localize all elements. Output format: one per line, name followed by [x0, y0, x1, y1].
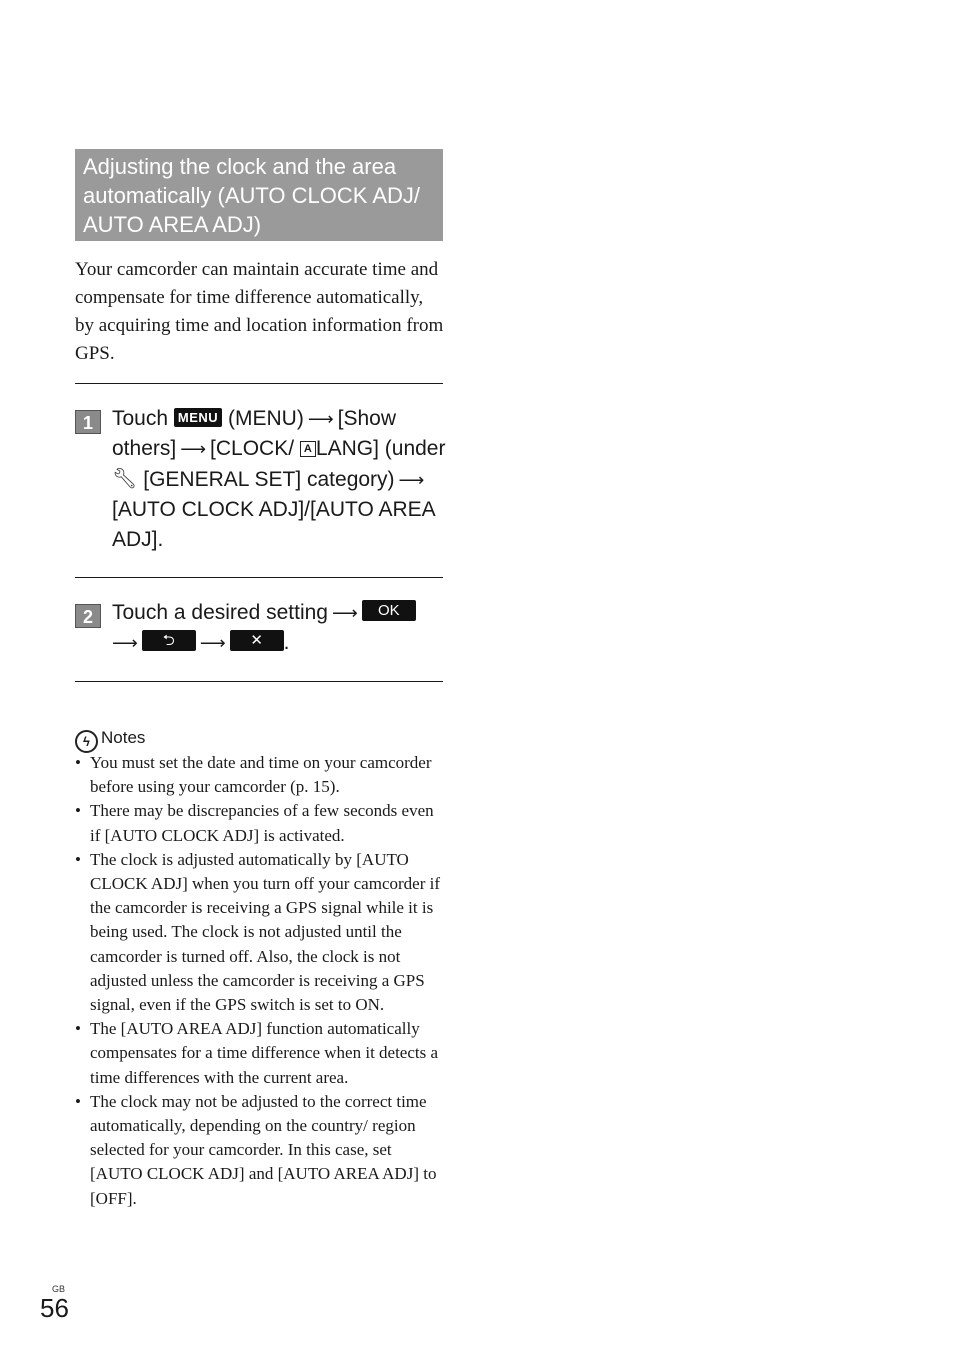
- menu-button: MENU: [174, 408, 222, 427]
- notes-heading: [75, 727, 145, 753]
- step-text: LANG]: [315, 437, 379, 460]
- arrow-right-icon: ⟶: [180, 439, 207, 459]
- step-text: [Show others]: [112, 407, 397, 460]
- step-text: Touch a desired setting: [112, 601, 328, 624]
- language-icon: A: [300, 441, 316, 457]
- intro-paragraph: Your camcorder can maintain accurate time and compensate for time difference automatically, by acquiring time and location information from GPS.: [75, 259, 444, 364]
- back-button-icon: ⮌: [142, 630, 196, 651]
- page-number: 56: [40, 1293, 69, 1323]
- step-text: .: [283, 631, 290, 654]
- wrench-icon: 🔧︎: [112, 468, 138, 490]
- list-item: • The clock may not be adjusted to the correct time automatically, depending on the country/ region selected for your camcorder. In this case, set [AUTO CLOCK ADJ] and [AUTO AREA ADJ] to [OFF].: [75, 1090, 447, 1211]
- step-text: Touch: [112, 407, 169, 430]
- section-title: Adjusting the clock and the area automatically (AUTO CLOCK ADJ/ AUTO AREA ADJ): [75, 149, 443, 241]
- page-language: GB: [52, 1284, 66, 1294]
- step-2: [75, 598, 447, 658]
- list-item: • The clock is adjusted automatically by [AUTO CLOCK ADJ] when you turn off your camcorder if the camcorder is receiving a GPS signal while it is being used. The clock is not adjusted until the camcorder is turned off. Also, the clock is not adjusted unless the camcorder is receiving a GPS signal, even if the GPS switch is set to ON.: [75, 848, 447, 1017]
- arrow-right-icon: ⟶: [307, 409, 334, 429]
- step-text: (MENU): [228, 407, 304, 430]
- arrow-right-icon: ⟶: [331, 603, 358, 623]
- notes-list: [75, 751, 447, 1211]
- caution-icon: ϟ: [75, 730, 98, 753]
- arrow-right-icon: ⟶: [398, 470, 425, 490]
- arrow-right-icon: ⟶: [199, 633, 226, 653]
- list-item: • You must set the date and time on your camcorder before using your camcorder (p. 15).: [75, 751, 447, 799]
- divider: [75, 681, 443, 682]
- step-text: [GENERAL SET] category): [143, 468, 395, 491]
- divider: [75, 383, 443, 384]
- close-button-icon: ✕: [230, 630, 284, 651]
- step-text: [CLOCK/: [210, 437, 295, 460]
- ok-button: OK: [362, 600, 416, 621]
- step-1: [75, 404, 447, 555]
- list-item: • There may be discrepancies of a few seconds even if [AUTO CLOCK ADJ] is activated.: [75, 799, 447, 847]
- divider: [75, 577, 443, 578]
- step-text: [AUTO CLOCK ADJ]/[AUTO AREA ADJ].: [112, 498, 435, 551]
- step-number-1: 1: [75, 410, 101, 434]
- list-item: • The [AUTO AREA ADJ] function automatically compensates for a time difference when it detects a time differences with the current area.: [75, 1017, 447, 1090]
- arrow-right-icon: ⟶: [112, 633, 138, 653]
- step-text: (under: [384, 437, 446, 460]
- step-number-2: 2: [75, 604, 101, 628]
- notes-heading-label: Notes: [101, 728, 146, 747]
